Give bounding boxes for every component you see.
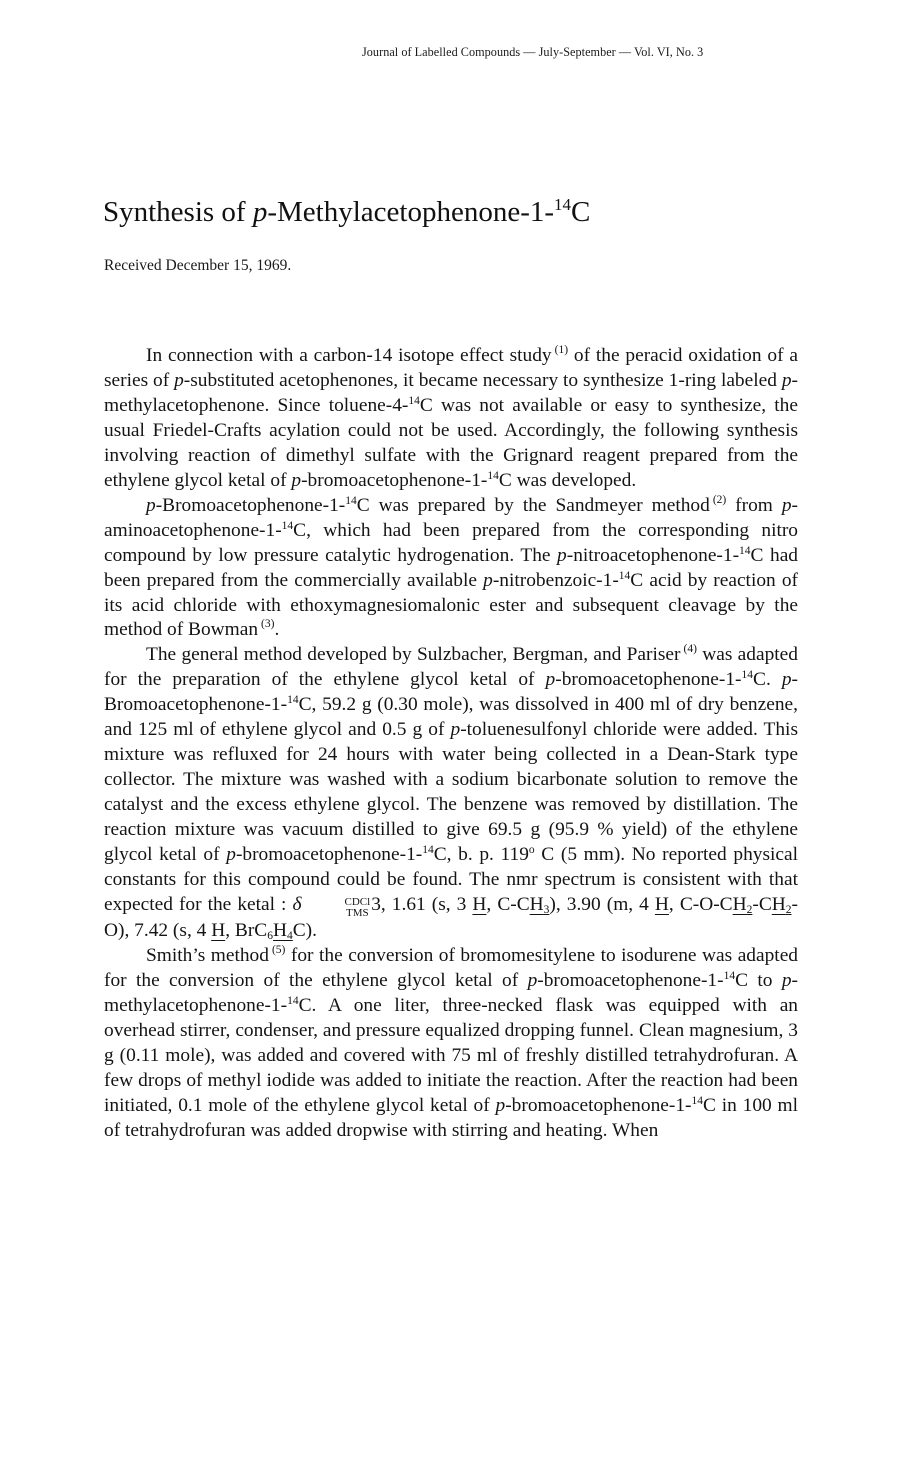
underlined-h: H [654,893,669,915]
reference-5: (5) [271,943,286,956]
italic-p: p [450,719,461,741]
article-body [104,344,798,1144]
text: -bromoacetophenone-1- [505,1094,692,1116]
isotope-superscript: 14 [739,544,751,557]
underlined-h-group [772,894,792,915]
underlined-h: H [272,919,287,941]
running-header: Journal of Labelled Compounds — July-September — Vol. VI, No. 3 [362,45,704,59]
text: -aminoacetophenone-1- [104,494,798,541]
text: -bromoacetophenone-1- [537,969,724,991]
italic-p: p [545,669,556,691]
underlined-h-group [530,894,550,915]
text: -methylacetophenone. Since toluene-4- [104,369,798,416]
isotope-superscript: 14 [422,844,434,857]
text: was adapted for the preparation of the ethylene glycol ketal of [104,644,798,691]
underlined-h: H [732,893,747,915]
text: C. A one liter, three-necked flask was equipped with an overhead stirrer, condenser, and pressure equalized dropping funnel. Clean magnesium, 3 g (0.11 mole), was added and covered with 75 ml of freshly distilled tetrahydrofuran. A few drops of methyl iodide was added to initiate the reaction. After the reaction had been initiated, 0.1 mole of the ethylene glycol ketal of [104,994,798,1116]
underlined-h: H [211,919,226,941]
italic-p: p [781,969,792,991]
reference-3: (3) [261,618,275,631]
isotope-superscript: 14 [281,519,294,532]
underlined-h: H [771,893,786,915]
text: -Bromoacetophenone-1- [155,494,346,516]
nmr-delta-symbol: δ [292,893,302,915]
isotope-superscript: 14 [287,694,299,707]
reference-2: (2) [712,493,727,506]
nmr-solvent-reference [303,897,371,919]
text: C). [292,919,317,941]
text: The general method developed by Sulzbacher, Bergman, and Pariser [146,644,681,666]
text: C. [753,669,782,691]
isotope-superscript: 14 [287,994,299,1007]
text: -toluenesulfonyl chloride were added. This mixture was refluxed for 24 hours with water being collected in a Dean-Stark type collector. The mixture was washed with a sodium bicarbonate solution to remove the catalyst and the excess ethylene glycol. The benzene was removed by distillation. The reaction mixture was vacuum distilled to give 69.5 g (95.9 % yield) of the ethylene glycol ketal of [104,719,798,866]
underlined-h: H [472,893,487,915]
isotope-superscript: 14 [487,469,499,482]
text: -Bromoacetophenone-1- [104,669,798,716]
subscript: 6 [267,929,273,942]
text: C, b. p. 119 [433,844,529,866]
italic-p: p [174,369,184,391]
text: C acid by reaction of its acid chloride with ethoxymagnesiomalonic ester and subsequent cleavage by the method of Bowman [104,569,798,641]
text: from [726,494,782,516]
italic-p: p [527,969,538,991]
reference-4: (4) [683,643,697,656]
paragraph-bromoacetophenone-prep [104,494,798,644]
italic-p: p [781,369,792,391]
italic-p: p [291,469,302,491]
text: -nitroacetophenone-1- [566,544,740,566]
paragraph-introduction [104,344,798,494]
text: Smith’s method [146,944,269,966]
text: -nitrobenzoic-1- [492,569,619,591]
title-element: C [571,196,591,228]
isotope-superscript: 14 [345,494,357,507]
text: C, 59.2 g (0.30 mole), was dissolved in 400 ml of dry benzene, and 125 ml of ethylene glycol and 0.5 g of [104,694,798,741]
text: C had been prepared from the commercially available [104,544,799,591]
isotope-superscript: 14 [408,394,420,407]
paragraph-grignard-methylation [104,944,798,1144]
nmr-solvent: CDCl [344,895,371,908]
underlined-h: H [529,893,544,915]
underlined-h-group [273,920,293,941]
subscript: 2 [785,903,792,916]
text: , C-O-C [668,893,733,915]
text: of the peracid oxidation of a series of [104,345,798,391]
title-prefix: Synthesis of [103,196,253,228]
text: -C [752,893,772,915]
isotope-superscript: 14 [741,669,754,682]
text: -bromoacetophenone-1- [301,469,488,491]
isotope-superscript: 14 [723,969,736,982]
text: C to [735,969,782,991]
nmr-reference: TMS [346,906,369,919]
title-para-prefix: p [252,196,268,228]
degree-superscript: o [528,844,535,857]
text: -methylacetophenone-1- [104,969,798,1016]
italic-p: p [226,844,236,866]
text: C was prepared by the Sandmeyer method [356,494,710,516]
text: 3, 1.61 (s, 3 [371,893,473,915]
text: C, which had been prepared from the corresponding nitro compound by low pressure catalytic hydrogenation. The [104,519,798,566]
title-isotope-mass: 14 [554,195,572,214]
text: for the conversion of bromomesitylene to isodurene was adapted for the conversion of the ethylene glycol ketal of [104,944,798,991]
article-title [103,196,590,229]
text: C was not available or easy to synthesize, the usual Friedel-Crafts acylation could not be used. Accordingly, the following synthesis involving reaction of dimethyl sulfate with the Grignard reagent prepared from the ethylene glycol ketal of [104,394,798,491]
text: . [274,619,280,641]
title-main: -Methylacetophenone-1- [267,196,555,228]
reference-1: (1) [554,344,569,356]
text: -O), 7.42 (s, 4 [104,893,798,941]
isotope-superscript: 14 [691,1094,703,1107]
subscript: 4 [287,929,293,942]
text: -substituted acetophenones, it became necessary to synthesize 1-ring labeled [183,369,782,391]
text: C in 100 ml of tetrahydrofuran was added dropwise with stirring and heating. When [104,1094,798,1141]
text: C (5 mm). No reported physical constants for this compound could be found. The nmr spectrum is consistent with that expected for the ketal : [104,844,798,915]
isotope-superscript: 14 [618,569,631,582]
italic-p: p [781,669,792,691]
text: -bromoacetophenone-1- [555,669,742,691]
paragraph-ketal-prep [104,643,798,943]
text: In connection with a carbon-14 isotope effect study [146,345,552,366]
text: , BrC [225,919,268,941]
received-date: Received December 15, 1969. [104,257,292,274]
subscript: 3 [543,903,550,916]
text: ), 3.90 (m, 4 [549,893,655,915]
text: C was developed. [498,469,637,491]
italic-p: p [495,1094,506,1116]
text: , C-C [486,893,530,915]
underlined-h-group [733,894,753,915]
subscript: 2 [746,903,753,916]
italic-p: p [146,494,156,516]
italic-p: p [557,544,567,566]
italic-p: p [483,569,493,591]
italic-p: p [781,494,792,516]
text: -bromoacetophenone-1- [235,844,423,866]
